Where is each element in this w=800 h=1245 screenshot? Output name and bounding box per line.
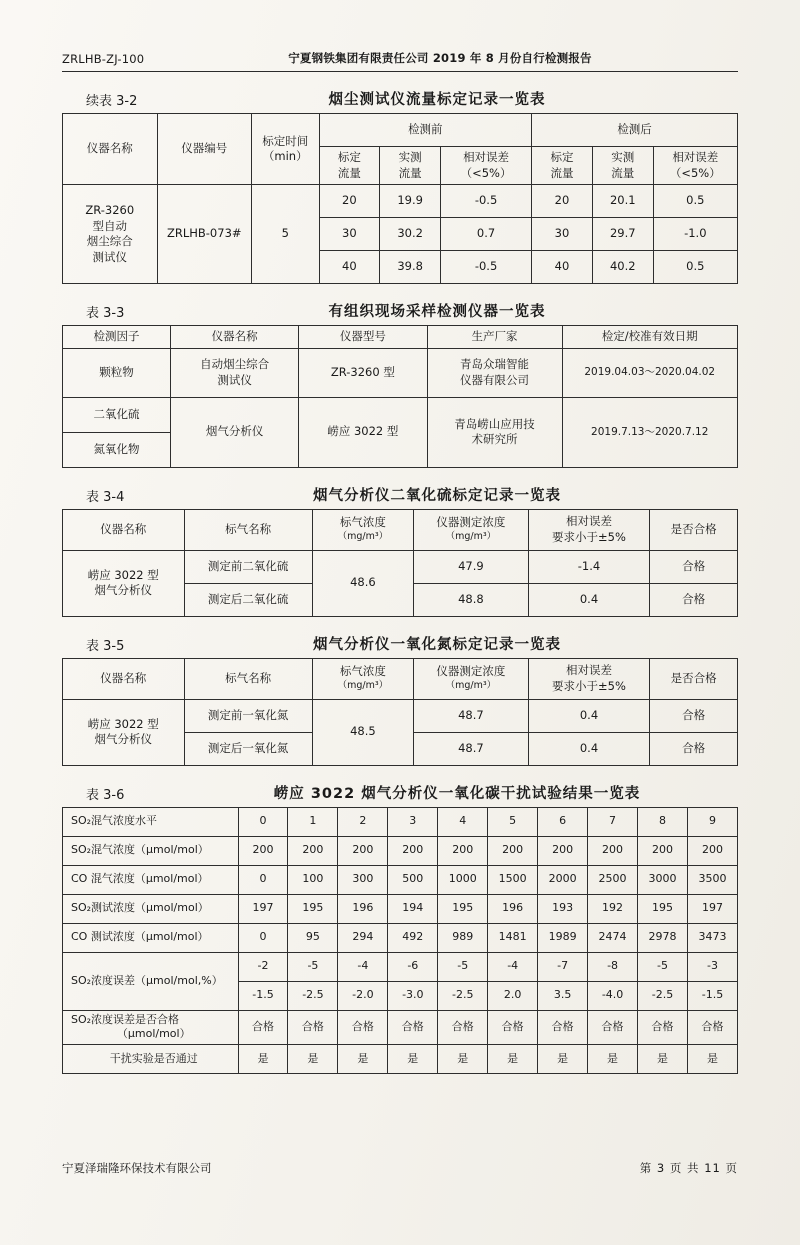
cell-maker-2: 青岛崂山应用技 术研究所 (427, 397, 562, 467)
cell-co-mix: 2500 (588, 865, 638, 894)
cell-pass: 是 (588, 1045, 638, 1074)
table-co-interference (62, 807, 738, 1075)
cell-so2-error-abs: -5 (438, 952, 488, 981)
table-row (63, 836, 738, 865)
cell-so2-error-abs: -3 (687, 952, 737, 981)
cell-instrument-name-2: 烟气分析仪 (171, 397, 299, 467)
th-instrument-no: 仪器编号 (157, 114, 252, 185)
cell-pass: 是 (438, 1045, 488, 1074)
table-row (63, 509, 738, 550)
cell-co-test: 989 (438, 923, 488, 952)
cell-pass: 是 (538, 1045, 588, 1074)
cell-error-before: 0.4 (528, 699, 650, 732)
table-row (63, 1045, 738, 1074)
cell-qualified-after: 合格 (650, 732, 738, 765)
cell-gas-name-before: 测定前二氧化硫 (184, 550, 312, 583)
rowhead-pass: 干扰实验是否通过 (63, 1045, 239, 1074)
cell-qualified-before: 合格 (650, 550, 738, 583)
cell-co-test: 1481 (488, 923, 538, 952)
cell-std-before: 40 (319, 251, 380, 284)
cell-co-mix: 2000 (538, 865, 588, 894)
table-sampling-instruments (62, 325, 738, 468)
th-meas-flow-before: 实测 流量 (380, 147, 441, 185)
table-flow-calibration (62, 113, 738, 284)
caption-number-3-2: 续表 3-2 (86, 94, 138, 109)
cell-level: 1 (288, 807, 338, 836)
document-code: ZRLHB-ZJ-100 (62, 52, 145, 66)
cell-so2-mix: 200 (338, 836, 388, 865)
cell-so2-test: 197 (238, 894, 288, 923)
cell-measured-before: 48.7 (414, 699, 529, 732)
cell-measured-after: 48.7 (414, 732, 529, 765)
cell-factor-nox: 氮氧化物 (63, 432, 171, 467)
cell-std-before: 30 (319, 218, 380, 251)
cell-so2-error-pct: -3.0 (388, 981, 438, 1010)
cell-so2-mix: 200 (687, 836, 737, 865)
document-title: 宁夏钢铁集团有限责任公司 2019 年 8 月份自行检测报告 (288, 51, 592, 65)
cell-so2-error-pct: 2.0 (488, 981, 538, 1010)
cell-gas-concentration: 48.6 (312, 550, 413, 616)
cell-so2-test: 193 (538, 894, 588, 923)
cell-so2-error-pct: -2.0 (338, 981, 388, 1010)
cell-co-test: 0 (238, 923, 288, 952)
th-measured-concentration: 仪器测定浓度 （mg/m³） (414, 658, 529, 699)
cell-co-mix: 300 (338, 865, 388, 894)
cell-instrument-name-1: 自动烟尘综合 测试仪 (171, 348, 299, 397)
table-row (63, 550, 738, 583)
cell-co-mix: 3500 (687, 865, 737, 894)
cell-model-2: 崂应 3022 型 (299, 397, 427, 467)
th-relative-error: 相对误差 要求小于±5% (528, 658, 650, 699)
cell-level: 5 (488, 807, 538, 836)
cell-valid-1: 2019.04.03～2020.04.02 (562, 348, 738, 397)
cell-so2-test: 195 (438, 894, 488, 923)
caption-number-3-3: 表 3-3 (86, 306, 125, 322)
cell-co-mix: 1500 (488, 865, 538, 894)
caption-table-3-2 (62, 88, 738, 109)
cell-so2-error-pct: -1.5 (238, 981, 288, 1010)
rowhead-so2-test: SO₂测试浓度（μmol/mol） (63, 894, 239, 923)
cell-factor-so2: 二氧化硫 (63, 397, 171, 432)
cell-co-mix: 1000 (438, 865, 488, 894)
cell-so2-mix: 200 (388, 836, 438, 865)
cell-gas-name-after: 测定后一氧化氮 (184, 732, 312, 765)
cell-pass: 是 (238, 1045, 288, 1074)
table-row (63, 807, 738, 836)
cell-so2-qualified: 合格 (338, 1010, 388, 1045)
th-relative-error: 相对误差 要求小于±5% (528, 509, 650, 550)
cell-so2-error-pct: -2.5 (288, 981, 338, 1010)
cell-error-after: 0.4 (528, 583, 650, 616)
table-row (63, 894, 738, 923)
cell-so2-error-abs: -5 (638, 952, 688, 981)
cell-gas-name-before: 测定前一氧化氮 (184, 699, 312, 732)
cell-co-test: 492 (388, 923, 438, 952)
cell-co-test: 3473 (687, 923, 737, 952)
cell-std-after: 30 (532, 218, 593, 251)
cell-so2-test: 196 (488, 894, 538, 923)
cell-so2-test: 194 (388, 894, 438, 923)
cell-so2-error-pct: 3.5 (538, 981, 588, 1010)
th-factor: 检测因子 (63, 326, 171, 349)
table-row (63, 185, 738, 218)
cell-co-mix: 500 (388, 865, 438, 894)
cell-pass: 是 (687, 1045, 737, 1074)
cell-level: 7 (588, 807, 638, 836)
cell-meas-after: 20.1 (592, 185, 653, 218)
cell-so2-error-pct: -1.5 (687, 981, 737, 1010)
cell-gas-concentration: 48.5 (312, 699, 413, 765)
cell-so2-test: 192 (588, 894, 638, 923)
cell-pass: 是 (388, 1045, 438, 1074)
th-measured-concentration: 仪器测定浓度 （mg/m³） (414, 509, 529, 550)
cell-so2-qualified: 合格 (538, 1010, 588, 1045)
cell-err-before: -0.5 (441, 251, 532, 284)
page-content (62, 50, 738, 1074)
th-gas-name: 标气名称 (184, 658, 312, 699)
cell-err-after: 0.5 (653, 185, 737, 218)
caption-number-3-6: 表 3-6 (86, 787, 125, 803)
th-manufacturer: 生产厂家 (427, 326, 562, 349)
document-header (62, 50, 738, 72)
th-qualified: 是否合格 (650, 658, 738, 699)
th-valid-date: 检定/校准有效日期 (562, 326, 738, 349)
cell-factor-particulate: 颗粒物 (63, 348, 171, 397)
cell-valid-2: 2019.7.13～2020.7.12 (562, 397, 738, 467)
cell-co-mix: 3000 (638, 865, 688, 894)
cell-so2-error-abs: -4 (488, 952, 538, 981)
cell-so2-error-abs: -8 (588, 952, 638, 981)
caption-table-3-6 (62, 782, 738, 803)
cell-std-after: 20 (532, 185, 593, 218)
cell-level: 6 (538, 807, 588, 836)
th-instrument-model: 仪器型号 (299, 326, 427, 349)
rowhead-so2-error: SO₂浓度误差（μmol/mol,%） (63, 952, 239, 1010)
table-row (63, 699, 738, 732)
cell-maker-1: 青岛众瑞智能 仪器有限公司 (427, 348, 562, 397)
cell-so2-error-abs: -2 (238, 952, 288, 981)
cell-so2-qualified: 合格 (288, 1010, 338, 1045)
cell-so2-qualified: 合格 (488, 1010, 538, 1045)
cell-so2-test: 195 (638, 894, 688, 923)
cell-co-test: 2978 (638, 923, 688, 952)
cell-so2-qualified: 合格 (388, 1010, 438, 1045)
th-meas-flow-after: 实测 流量 (592, 147, 653, 185)
cell-calibration-time: 5 (252, 185, 320, 284)
th-gas-concentration: 标气浓度 （mg/m³） (312, 658, 413, 699)
cell-so2-qualified: 合格 (638, 1010, 688, 1045)
cell-so2-error-abs: -5 (288, 952, 338, 981)
cell-so2-test: 195 (288, 894, 338, 923)
caption-title-3-5: 烟气分析仪一氧化氮标定记录一览表 (313, 636, 561, 653)
caption-title-3-4: 烟气分析仪二氧化硫标定记录一览表 (313, 487, 561, 504)
caption-title-3-3: 有组织现场采样检测仪器一览表 (328, 304, 546, 321)
cell-so2-qualified: 合格 (588, 1010, 638, 1045)
cell-err-before: -0.5 (441, 185, 532, 218)
cell-pass: 是 (488, 1045, 538, 1074)
cell-meas-after: 29.7 (592, 218, 653, 251)
cell-so2-qualified: 合格 (438, 1010, 488, 1045)
cell-level: 9 (687, 807, 737, 836)
cell-instrument-name: 崂应 3022 型 烟气分析仪 (63, 699, 185, 765)
cell-meas-before: 19.9 (380, 185, 441, 218)
cell-std-before: 20 (319, 185, 380, 218)
cell-level: 0 (238, 807, 288, 836)
caption-table-3-3 (62, 300, 738, 321)
cell-so2-mix: 200 (288, 836, 338, 865)
table-row (63, 397, 738, 432)
table-row (63, 348, 738, 397)
cell-err-after: -1.0 (653, 218, 737, 251)
cell-model-1: ZR-3260 型 (299, 348, 427, 397)
th-gas-name: 标气名称 (184, 509, 312, 550)
cell-error-before: -1.4 (528, 550, 650, 583)
footer-company: 宁夏泽瑞隆环保技术有限公司 (62, 1161, 212, 1175)
table-row (63, 658, 738, 699)
caption-title-3-2: 烟尘测试仪流量标定记录一览表 (328, 92, 546, 108)
th-after-test: 检测后 (532, 114, 738, 147)
cell-so2-test: 197 (687, 894, 737, 923)
cell-std-after: 40 (532, 251, 593, 284)
table-row (63, 326, 738, 349)
cell-so2-mix: 200 (438, 836, 488, 865)
th-qualified: 是否合格 (650, 509, 738, 550)
cell-meas-before: 39.8 (380, 251, 441, 284)
caption-title-3-6: 崂应 3022 烟气分析仪一氧化碳干扰试验结果一览表 (273, 785, 641, 802)
table-row (63, 952, 738, 981)
cell-so2-error-pct: -2.5 (638, 981, 688, 1010)
footer-pagination: 第 3 页 共 11 页 (639, 1161, 738, 1175)
cell-co-test: 294 (338, 923, 388, 952)
cell-co-test: 2474 (588, 923, 638, 952)
th-instrument-name: 仪器名称 (63, 509, 185, 550)
cell-instrument-no: ZRLHB-073# (157, 185, 252, 284)
cell-so2-test: 196 (338, 894, 388, 923)
document-footer (62, 1160, 738, 1176)
th-calibration-time: 标定时间 （min） (252, 114, 320, 185)
rowhead-co-test: CO 测试浓度（μmol/mol） (63, 923, 239, 952)
cell-so2-mix: 200 (538, 836, 588, 865)
cell-pass: 是 (288, 1045, 338, 1074)
cell-so2-mix: 200 (238, 836, 288, 865)
cell-error-after: 0.4 (528, 732, 650, 765)
rowhead-so2-qualified: SO₂浓度误差是否合格 （μmol/mol） (63, 1010, 239, 1045)
th-before-test: 检测前 (319, 114, 532, 147)
th-instrument-name: 仪器名称 (63, 114, 158, 185)
cell-level: 2 (338, 807, 388, 836)
table-row (63, 114, 738, 147)
cell-so2-qualified: 合格 (238, 1010, 288, 1045)
th-std-flow-before: 标定 流量 (319, 147, 380, 185)
cell-level: 3 (388, 807, 438, 836)
caption-number-3-4: 表 3-4 (86, 489, 125, 505)
cell-co-mix: 0 (238, 865, 288, 894)
th-std-flow-after: 标定 流量 (532, 147, 593, 185)
rowhead-so2-mix: SO₂混气浓度（μmol/mol） (63, 836, 239, 865)
cell-gas-name-after: 测定后二氧化硫 (184, 583, 312, 616)
th-gas-concentration: 标气浓度 （mg/m³） (312, 509, 413, 550)
cell-pass: 是 (638, 1045, 688, 1074)
table-row (63, 923, 738, 952)
cell-so2-error-abs: -7 (538, 952, 588, 981)
caption-number-3-5: 表 3-5 (86, 638, 125, 654)
cell-measured-after: 48.8 (414, 583, 529, 616)
caption-table-3-5 (62, 633, 738, 654)
cell-so2-mix: 200 (488, 836, 538, 865)
caption-table-3-4 (62, 484, 738, 505)
cell-so2-qualified: 合格 (687, 1010, 737, 1045)
table-row (63, 865, 738, 894)
cell-so2-error-abs: -4 (338, 952, 388, 981)
cell-co-test: 95 (288, 923, 338, 952)
cell-level: 4 (438, 807, 488, 836)
cell-qualified-before: 合格 (650, 699, 738, 732)
th-instrument-name: 仪器名称 (171, 326, 299, 349)
rowhead-level: SO₂混气浓度水平 (63, 807, 239, 836)
cell-so2-mix: 200 (638, 836, 688, 865)
cell-err-before: 0.7 (441, 218, 532, 251)
th-rel-error-before: 相对误差 （<5%） (441, 147, 532, 185)
cell-measured-before: 47.9 (414, 550, 529, 583)
table-row (63, 1010, 738, 1045)
cell-instrument-name: 崂应 3022 型 烟气分析仪 (63, 550, 185, 616)
cell-meas-before: 30.2 (380, 218, 441, 251)
cell-err-after: 0.5 (653, 251, 737, 284)
th-rel-error-after: 相对误差 （<5%） (653, 147, 737, 185)
cell-level: 8 (638, 807, 688, 836)
th-instrument-name: 仪器名称 (63, 658, 185, 699)
cell-co-test: 1989 (538, 923, 588, 952)
cell-instrument-name: ZR-3260 型自动 烟尘综合 测试仪 (63, 185, 158, 284)
cell-pass: 是 (338, 1045, 388, 1074)
table-no-calibration (62, 658, 738, 766)
cell-qualified-after: 合格 (650, 583, 738, 616)
cell-so2-mix: 200 (588, 836, 638, 865)
rowhead-co-mix: CO 混气浓度（μmol/mol） (63, 865, 239, 894)
cell-so2-error-pct: -4.0 (588, 981, 638, 1010)
cell-co-mix: 100 (288, 865, 338, 894)
cell-so2-error-pct: -2.5 (438, 981, 488, 1010)
table-so2-calibration (62, 509, 738, 617)
cell-so2-error-abs: -6 (388, 952, 438, 981)
cell-meas-after: 40.2 (592, 251, 653, 284)
